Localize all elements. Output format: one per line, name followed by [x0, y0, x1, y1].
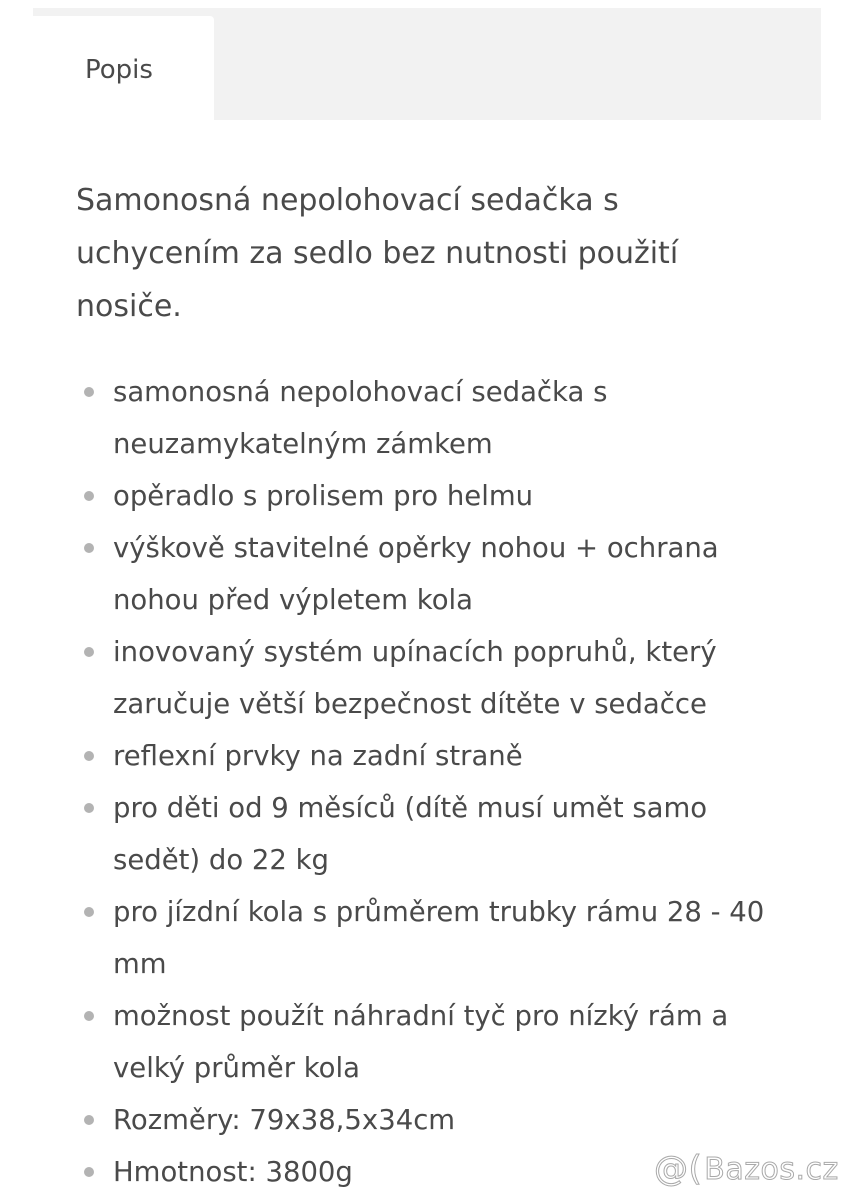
bullet-icon	[84, 1167, 94, 1177]
list-item-text: výškově stavitelné opěrky nohou + ochrana nohou před výpletem kola	[113, 532, 719, 616]
list-item	[76, 470, 776, 522]
bullet-icon	[84, 907, 94, 917]
tab-popis[interactable]	[33, 16, 214, 120]
list-item	[76, 366, 776, 470]
list-item	[76, 626, 776, 730]
bullet-icon	[84, 751, 94, 761]
bullet-icon	[84, 387, 94, 397]
list-item	[76, 990, 776, 1094]
list-item-text: pro děti od 9 měsíců (dítě musí umět samo sedět) do 22 kg	[113, 792, 708, 876]
feature-list	[76, 366, 776, 1198]
bazos-watermark	[654, 1146, 839, 1192]
list-item-text: možnost použít náhradní tyč pro nízký rám a velký průměr kola	[113, 1000, 729, 1084]
bullet-icon	[84, 647, 94, 657]
list-item-text: inovovaný systém upínacích popruhů, který zaručuje větší bezpečnost dítěte v sedačce	[113, 636, 717, 720]
list-item-text: Rozměry: 79x38,5x34cm	[113, 1104, 456, 1136]
watermark-at: @(	[654, 1149, 703, 1189]
list-item-text: reflexní prvky na zadní straně	[113, 740, 523, 772]
bullet-icon	[84, 543, 94, 553]
bullet-icon	[84, 803, 94, 813]
bullet-icon	[84, 1115, 94, 1125]
list-item	[76, 522, 776, 626]
bullet-icon	[84, 1011, 94, 1021]
list-item	[76, 730, 776, 782]
list-item-text: opěradlo s prolisem pro helmu	[113, 480, 534, 512]
list-item-text: pro jízdní kola s průměrem trubky rámu 28 - 40 mm	[113, 896, 765, 980]
list-item	[76, 782, 776, 886]
bullet-icon	[84, 491, 94, 501]
tab-label: Popis	[85, 55, 153, 85]
list-item	[76, 1094, 776, 1146]
watermark-text: Bazos.cz	[704, 1151, 839, 1187]
list-item	[76, 886, 776, 990]
list-item-text: Hmotnost: 3800g	[113, 1156, 353, 1188]
description-lead: Samonosná nepolohovací sedačka s uchycením za sedlo bez nutnosti použití nosiče.	[76, 183, 679, 324]
list-item-text: samonosná nepolohovací sedačka s neuzamykatelným zámkem	[113, 376, 608, 460]
